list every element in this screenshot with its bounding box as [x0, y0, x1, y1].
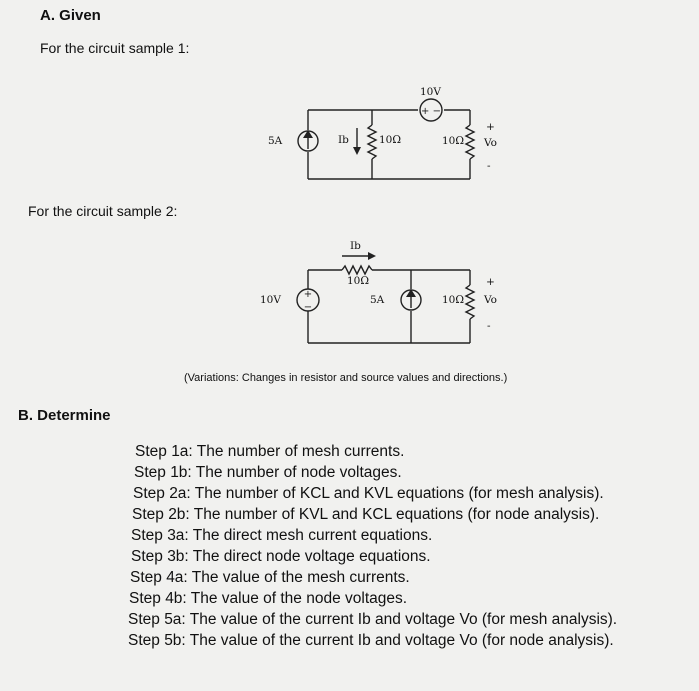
step-5a: Step 5a: The value of the current Ib and voltage Vo (for mesh analysis). [128, 611, 618, 628]
step-2b: Step 2b: The number of KVL and KCL equations (for node analysis). [132, 506, 600, 523]
c2-ib-label: Ib [350, 240, 361, 252]
step-2a: Step 2a: The number of KCL and KVL equations (for mesh analysis). [133, 485, 604, 502]
c1-r2-label: 10Ω [442, 135, 465, 147]
step-1b: Step 1b: The number of node voltages. [134, 464, 402, 481]
c2-vo-label: Vo [484, 294, 497, 306]
sample1-label: For the circuit sample 1: [40, 40, 190, 56]
c2-minus: - [487, 320, 491, 332]
section-a-heading: A. Given [40, 7, 101, 24]
c1-ib-label: Ib [338, 134, 349, 146]
step-3a: Step 3a: The direct mesh current equations. [131, 527, 433, 544]
step-1a: Step 1a: The number of mesh currents. [135, 443, 405, 460]
step-4a: Step 4a: The value of the mesh currents. [130, 569, 410, 586]
c1-vo-label: Vo [484, 137, 497, 149]
c1-current-label: 5A [268, 135, 283, 147]
step-3b: Step 3b: The direct node voltage equations. [131, 548, 431, 565]
c2-r1-label: 10Ω [347, 275, 370, 287]
c1-r1-label: 10Ω [379, 134, 402, 146]
resistor-2a [342, 266, 372, 274]
svg-text:+: + [303, 289, 313, 300]
step-4b: Step 4b: The value of the node voltages. [129, 590, 408, 607]
c1-minus: - [487, 160, 491, 172]
resistor-2b [466, 285, 474, 319]
sample2-label: For the circuit sample 2: [28, 203, 178, 219]
c1-voltage-label: 10V [420, 86, 441, 98]
c2-current-label: 5A [370, 294, 385, 306]
c2-voltage-label: 10V [260, 294, 281, 306]
step-5b: Step 5b: The value of the current Ib and voltage Vo (for node analysis). [128, 632, 614, 649]
variations-note: (Variations: Changes in resistor and source values and directions.) [184, 372, 508, 384]
section-b-heading: B. Determine [18, 407, 111, 424]
svg-text:+ −: + − [421, 106, 441, 117]
c2-r2-label: 10Ω [442, 294, 465, 306]
steps-list [128, 441, 617, 651]
svg-text:−: − [303, 302, 313, 313]
c2-plus: + [486, 276, 495, 288]
c1-plus: + [486, 121, 495, 133]
